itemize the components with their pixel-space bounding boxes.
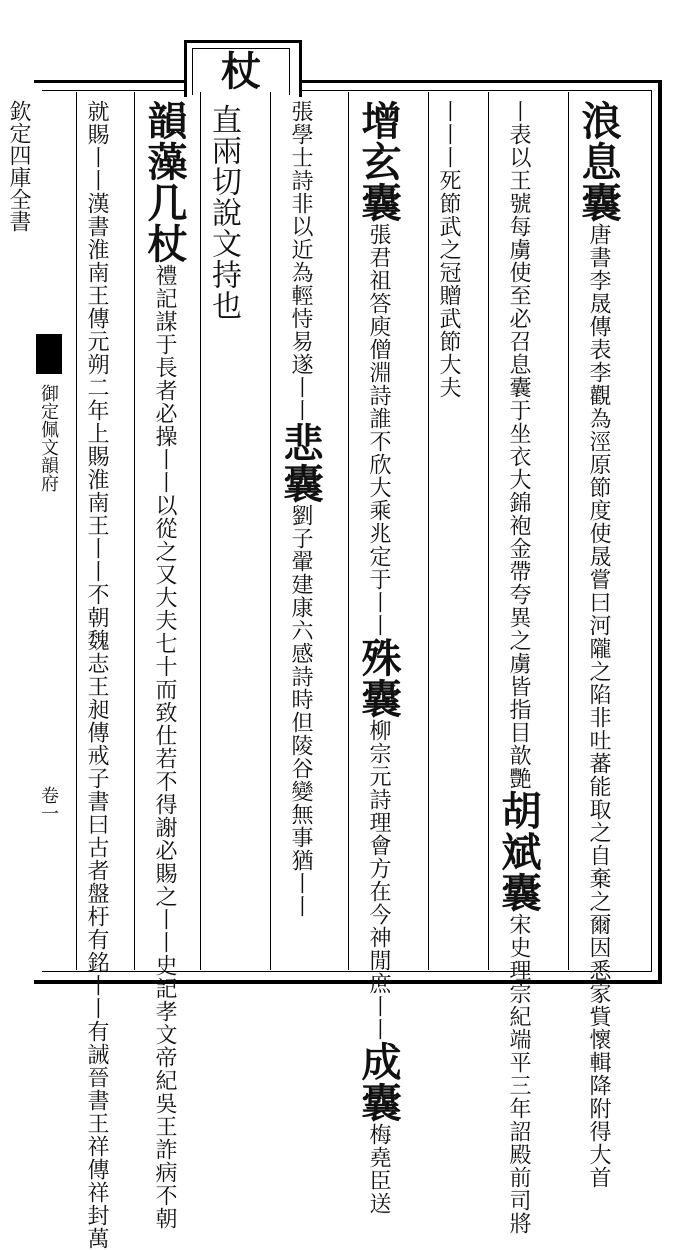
citation-text: 禮記謀于長者必操丨丨以從之又大夫七十而致仕若不得謝必賜之丨丨史記孝文帝紀吳王詐病不朝 [152,264,177,1230]
text-column-4 [355,100,402,1215]
text-column-7 [141,100,188,1230]
citation-text: 柳宗元詩理會方在今神閒庶丨丨 [366,719,391,1041]
column-rule [488,92,489,970]
book-subtitle: 御定佩文韻府 [38,384,59,492]
text-column-1 [575,100,622,1189]
citation-text: 張學士詩非以近為輕恃易遂丨丨 [288,100,313,422]
citation-text: 丨丨丨死節武之冠贈武節大夫 [436,100,461,399]
page-number: 卷一 [38,786,59,822]
headword: 韻藻几杖 [141,100,188,264]
headword: 悲囊 [277,422,324,504]
definition-text: 直兩切說文持也 [206,104,241,321]
text-column-6 [206,104,240,404]
headword: 浪息囊 [575,100,622,223]
column-rule [200,92,201,970]
text-column-5 [278,100,322,960]
citation-text: 張君祖答庾僧淵詩誰不欣大乘兆定于丨丨 [366,223,391,637]
headword: 胡斌囊 [495,790,542,913]
text-column-3 [436,100,460,960]
headword: 增玄囊 [355,100,402,223]
citation-text: 丨表以王號每虜使至必召息囊于坐衣大錦袍金帶夸異之虜皆指目歆艷 [506,100,531,790]
headword: 成囊 [355,1041,402,1123]
citation-text: 就賜丨丨漢書淮南王傳元朔二年上賜淮南王丨丨不朝魏志王昶傳戒子書曰古者盤杅有銘丨丨有誡晉書王祥傳祥封萬 [84,100,109,1250]
citation-text: 唐書李晟傳表李觀為涇原節度使晟嘗曰河隴之陷非吐蕃能取之自棄之爾因悉家貲懷輯降附得大首 [586,223,611,1189]
margin-fishtail-mark [36,334,62,374]
headword: 殊囊 [355,637,402,719]
column-rule [348,92,349,970]
column-rule [568,92,569,970]
column-rule [134,92,135,970]
book-title: 欽定四庫全書 [6,100,31,232]
text-column-8 [84,100,109,1250]
rhyme-tab-char: 杖 [221,48,261,95]
citation-text: 劉子翬建康六感詩時但陵谷變無事猶丨丨 [288,504,313,918]
column-rule [76,92,77,970]
citation-text: 梅堯臣送 [366,1123,391,1215]
text-column-2 [495,100,542,1235]
citation-text: 宋史理宗紀端平三年詔殿前司將 [506,913,531,1235]
column-rule [270,92,271,970]
column-rule [428,92,429,970]
